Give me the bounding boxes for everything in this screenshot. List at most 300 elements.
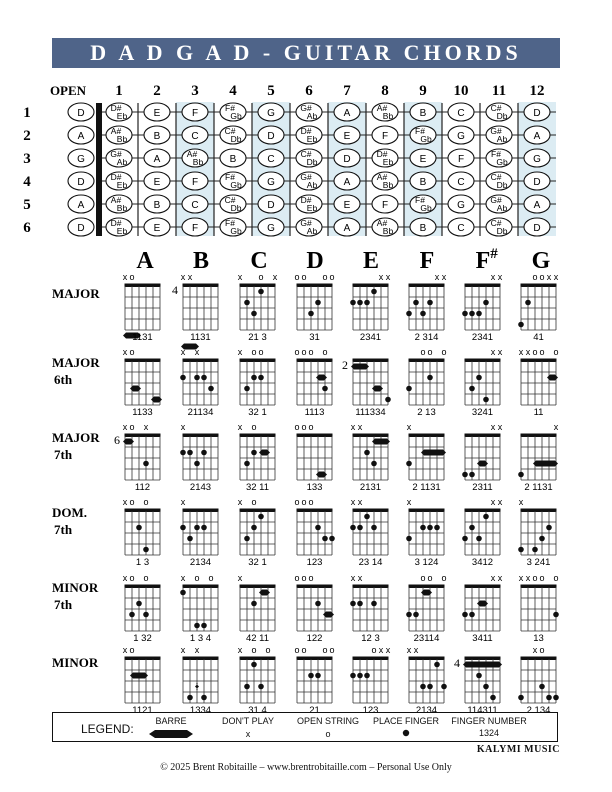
- note-flat: Db: [496, 111, 508, 121]
- note-natural: G: [77, 154, 85, 165]
- string-marker: x: [525, 573, 531, 583]
- finger-dot: [420, 684, 426, 690]
- fret-number: 7: [343, 83, 351, 99]
- string-marker: o: [329, 645, 335, 655]
- chord-F-2: [406, 347, 446, 418]
- finger-dot: [136, 601, 142, 607]
- string-marker: x: [122, 497, 128, 507]
- string-marker: x: [406, 645, 412, 655]
- finger-dot: [251, 662, 257, 668]
- note-flat: Gb: [420, 203, 432, 213]
- finger-dot: [406, 311, 412, 317]
- string-marker: x: [350, 573, 356, 583]
- note-sharp: A#: [376, 218, 388, 228]
- string-marker: o: [329, 272, 335, 282]
- string-marker: o: [532, 347, 538, 357]
- note-natural: A: [343, 223, 351, 234]
- string-marker: x: [497, 422, 503, 432]
- note-sharp: F#: [415, 126, 425, 136]
- finger-dot: [483, 684, 489, 690]
- finger-dot: [187, 695, 193, 701]
- string-marker: o: [208, 573, 214, 583]
- note-natural: G: [533, 154, 541, 165]
- chord-E-1: [350, 272, 391, 343]
- finger-numbers: 31 4: [248, 705, 267, 716]
- note-flat: Bb: [382, 226, 394, 236]
- finger-dot: [476, 311, 482, 317]
- finger-dot: [244, 684, 250, 690]
- legend-dont-play: [215, 716, 281, 739]
- string-marker: x: [180, 422, 186, 432]
- string-marker: o: [539, 272, 545, 282]
- chord-D-1: [294, 272, 334, 343]
- note-flat: Ab: [496, 134, 508, 144]
- string-marker: o: [441, 347, 447, 357]
- string-marker: x: [490, 272, 496, 282]
- finger-dot: [406, 612, 412, 618]
- chord-type-label: MAJOR: [52, 430, 100, 445]
- string-marker: o: [294, 422, 300, 432]
- string-number: 2: [23, 128, 31, 144]
- finger-dot: [406, 536, 412, 542]
- finger-numbers: 21: [309, 705, 320, 716]
- chord-nut: [297, 359, 333, 363]
- note-natural: G: [457, 200, 465, 211]
- legend-finger-example: 1324: [478, 728, 500, 738]
- chord-nut: [297, 657, 333, 661]
- finger-numbers: 21134: [187, 407, 214, 418]
- chord-B-3: [180, 422, 218, 493]
- finger-dot: [180, 450, 186, 456]
- chord-G-4: [518, 497, 556, 568]
- chord-nut: [183, 585, 219, 589]
- note-sharp: D#: [110, 218, 122, 228]
- chord-nut: [521, 657, 557, 661]
- string-marker: x: [518, 347, 524, 357]
- note-sharp: C#: [490, 218, 502, 228]
- finger-dot: [187, 536, 193, 542]
- string-marker: x: [413, 645, 419, 655]
- finger-dot: [244, 300, 250, 306]
- note-flat: Ab: [496, 203, 508, 213]
- root-F: F: [419, 248, 435, 274]
- finger-numbers: 1 3: [135, 557, 150, 568]
- chord-nut: [240, 657, 276, 661]
- finger-numbers: 1131: [190, 332, 211, 343]
- note-natural: B: [229, 154, 237, 165]
- string-marker: o: [129, 573, 135, 583]
- finger-dot: [322, 536, 328, 542]
- finger-numbers: 3411: [472, 633, 493, 644]
- fret-number: 12: [529, 83, 545, 99]
- note-natural: A: [343, 177, 351, 188]
- note-flat: Bb: [382, 111, 394, 121]
- chord-nut: [240, 284, 276, 288]
- string-marker: x: [187, 272, 193, 282]
- finger-dot: [469, 311, 475, 317]
- chord-F-3: [406, 422, 446, 493]
- legend-place-finger-label: PLACE FINGER: [372, 716, 439, 726]
- string-marker: o: [420, 347, 426, 357]
- chord-B-2: [180, 347, 218, 418]
- finger-dot: [315, 300, 321, 306]
- string-marker: x: [385, 272, 391, 282]
- chord-G-6: [518, 645, 559, 716]
- chord-nut: [465, 359, 501, 363]
- finger-numbers: 42 11: [245, 633, 270, 644]
- chord-type-label-2: 7th: [54, 597, 73, 612]
- chord-nut: [297, 284, 333, 288]
- string-marker: o: [441, 573, 447, 583]
- string-marker: x: [122, 272, 128, 282]
- legend-barre: [141, 716, 201, 742]
- finger-dot: [357, 300, 363, 306]
- note-flat: Ab: [306, 111, 318, 121]
- note-flat: Eb: [116, 226, 128, 236]
- finger-numbers: 2 13: [417, 407, 436, 418]
- chord-type-label-2: 7th: [54, 447, 73, 462]
- chord-nut: [125, 284, 161, 288]
- note-natural: F: [381, 131, 389, 142]
- chord-A-1: [123, 272, 161, 343]
- chord-type-label: MINOR: [52, 580, 99, 595]
- legend-finger-number: [449, 716, 529, 738]
- finger-dot: [462, 536, 468, 542]
- chord-F-5: [406, 573, 446, 644]
- chord-F#-3: [462, 422, 503, 493]
- chord-C-1: [238, 272, 278, 343]
- string-number: 3: [23, 151, 31, 167]
- finger-dot: [490, 695, 496, 701]
- string-marker: x: [441, 272, 447, 282]
- finger-numbers: 123: [306, 557, 323, 568]
- barre-icon: [141, 726, 201, 740]
- finger-dot: [371, 461, 377, 467]
- page-title: D A D G A D - GUITAR CHORDS: [52, 38, 560, 68]
- chord-G-5: [519, 573, 559, 644]
- string-marker: o: [553, 347, 559, 357]
- finger-numbers: 133: [306, 482, 323, 493]
- finger-numbers: 3 124: [414, 557, 439, 568]
- root-C: C: [250, 248, 268, 274]
- chord-A-4: [123, 497, 161, 568]
- finger-dot: [194, 375, 200, 381]
- string-marker: o: [129, 347, 135, 357]
- legend-open-string-label: OPEN STRING: [296, 716, 359, 726]
- note-flat: Eb: [306, 134, 318, 144]
- finger-dot: [406, 386, 412, 392]
- string-number: 4: [23, 174, 31, 190]
- root-D: D: [306, 248, 324, 274]
- finger-numbers: 122: [306, 633, 323, 644]
- chord-D-2: [294, 347, 332, 418]
- note-natural: E: [343, 131, 351, 142]
- note-natural: F: [457, 154, 465, 165]
- string-marker: x: [180, 497, 186, 507]
- finger-dot: [194, 461, 200, 467]
- string-marker: o: [301, 422, 307, 432]
- finger-dot: [483, 514, 489, 520]
- finger-numbers: 2 1131: [412, 482, 441, 493]
- note-sharp: G#: [300, 172, 312, 182]
- string-marker: x: [385, 645, 391, 655]
- finger-numbers: 12 3: [361, 633, 380, 644]
- finger-dot: [420, 525, 426, 531]
- fret-number: 10: [453, 83, 469, 99]
- finger-dot: [308, 311, 314, 317]
- finger-dot: [434, 525, 440, 531]
- string-marker: x: [518, 497, 524, 507]
- string-marker: x: [350, 497, 356, 507]
- finger-dot: [427, 375, 433, 381]
- finger-dot: [469, 525, 475, 531]
- finger-dot: [244, 536, 250, 542]
- legend-box: [52, 712, 558, 742]
- root-B: B: [192, 248, 210, 274]
- fret-number: 8: [381, 83, 389, 99]
- chord-nut: [240, 509, 276, 513]
- chord-G-2: [519, 347, 559, 418]
- finger-dot: [364, 300, 370, 306]
- finger-dot: [329, 536, 335, 542]
- note-sharp: C#: [490, 172, 502, 182]
- string-marker: x: [553, 422, 559, 432]
- note-sharp: G#: [300, 103, 312, 113]
- chord-nut: [125, 434, 161, 438]
- finger-dot: [201, 375, 207, 381]
- fret-number: 9: [419, 83, 427, 99]
- finger-dot: [462, 472, 468, 478]
- finger-numbers: 2341: [359, 332, 382, 343]
- note-sharp: D#: [110, 172, 122, 182]
- chord-nut: [353, 434, 389, 438]
- note-natural: A: [153, 154, 161, 165]
- string-marker: o: [251, 497, 257, 507]
- finger-dot: [194, 623, 200, 629]
- finger-dot: [364, 673, 370, 679]
- string-marker: o: [129, 497, 135, 507]
- note-sharp: A#: [110, 126, 122, 136]
- string-marker: x: [194, 645, 200, 655]
- string-marker: x: [122, 347, 128, 357]
- string-marker: o: [251, 422, 257, 432]
- barre-mark: [463, 662, 502, 668]
- chord-B-6: [181, 645, 219, 716]
- note-sharp: D#: [376, 149, 388, 159]
- string-marker: x: [180, 645, 186, 655]
- note-flat: Ab: [116, 157, 128, 167]
- chord-C-3: [238, 422, 276, 493]
- chord-nut: [297, 509, 333, 513]
- string-marker: o: [301, 497, 307, 507]
- string-marker: o: [294, 573, 300, 583]
- string-marker: x: [237, 347, 243, 357]
- string-marker: o: [294, 272, 300, 282]
- finger-dot: [180, 375, 186, 381]
- note-natural: A: [77, 200, 85, 211]
- finger-dot: [129, 612, 135, 618]
- root-G: G: [531, 248, 551, 274]
- finger-dot: [350, 525, 356, 531]
- finger-numbers: 1113: [304, 407, 325, 418]
- finger-dot: [251, 601, 257, 607]
- finger-dot: [385, 397, 391, 403]
- string-marker: o: [301, 272, 307, 282]
- fret-number: 4: [229, 83, 237, 99]
- finger-dot: [251, 311, 257, 317]
- finger-dot: [462, 612, 468, 618]
- finger-dot: [244, 386, 250, 392]
- note-natural: B: [153, 200, 161, 211]
- chord-nut: [465, 284, 501, 288]
- chord-type-label: MAJOR: [52, 355, 100, 370]
- start-fret: 2: [342, 358, 348, 372]
- finger-numbers: 3 241: [526, 557, 551, 568]
- string-marker: o: [427, 573, 433, 583]
- chord-nut: [521, 359, 557, 363]
- chord-F#-4: [462, 497, 503, 568]
- string-marker: o: [539, 347, 545, 357]
- string-marker: o: [308, 573, 314, 583]
- finger-numbers: 1 32: [133, 633, 152, 644]
- finger-dot: [357, 673, 363, 679]
- finger-numbers: 11: [533, 407, 544, 418]
- note-sharp: C#: [490, 103, 502, 113]
- string-marker: x: [553, 272, 559, 282]
- legend-finger-number-label: FINGER NUMBER: [451, 716, 527, 726]
- chord-nut: [240, 585, 276, 589]
- finger-dot: [208, 386, 214, 392]
- string-marker: x: [143, 422, 149, 432]
- finger-dot: [251, 525, 257, 531]
- note-flat: Bb: [116, 203, 128, 213]
- finger-dot: [483, 300, 489, 306]
- string-marker: x: [180, 272, 186, 282]
- finger-dot: [469, 612, 475, 618]
- note-sharp: F#: [225, 103, 235, 113]
- finger-dot: [364, 450, 370, 456]
- finger-dot: [308, 673, 314, 679]
- finger-dot: [350, 601, 356, 607]
- string-marker: x: [180, 573, 186, 583]
- note-natural: G: [457, 131, 465, 142]
- finger-dot: [371, 601, 377, 607]
- note-sharp: G#: [490, 126, 502, 136]
- finger-numbers: 2311: [472, 482, 493, 493]
- string-marker: x: [406, 497, 412, 507]
- chord-F#-5: [462, 573, 503, 644]
- string-marker: x: [357, 422, 363, 432]
- string-marker: o: [301, 573, 307, 583]
- chord-G-3: [518, 422, 559, 493]
- finger-dot: [251, 375, 257, 381]
- finger-dot: [244, 461, 250, 467]
- chord-nut: [125, 657, 161, 661]
- finger-numbers: 3412: [471, 557, 494, 568]
- string-marker: x: [497, 347, 503, 357]
- note-flat: Gb: [230, 226, 242, 236]
- finger-numbers: 2134: [189, 557, 212, 568]
- chord-nut: [183, 509, 219, 513]
- finger-numbers: 112: [134, 482, 151, 493]
- brand-name: KALYMI MUSIC: [476, 744, 560, 755]
- barre-mark: [533, 461, 558, 467]
- note-natural: B: [153, 131, 161, 142]
- finger-dot: [357, 525, 363, 531]
- string-marker: x: [350, 422, 356, 432]
- note-flat: Db: [230, 134, 242, 144]
- string-marker: o: [322, 272, 328, 282]
- note-sharp: F#: [491, 149, 501, 159]
- barre-mark: [421, 450, 446, 456]
- note-natural: A: [533, 200, 541, 211]
- chord-E-2: [342, 358, 391, 418]
- finger-numbers: 32 1: [248, 407, 267, 418]
- finger-numbers: 21 3: [248, 332, 267, 343]
- finger-numbers: 23 14: [358, 557, 383, 568]
- string-marker: o: [251, 645, 257, 655]
- finger-dot: [143, 547, 149, 553]
- fret-number: 1: [115, 83, 123, 99]
- finger-dot: [413, 300, 419, 306]
- string-marker: x: [518, 573, 524, 583]
- finger-numbers: 2131: [359, 482, 382, 493]
- finger-numbers: 1131: [132, 332, 153, 343]
- chord-nut: [409, 657, 445, 661]
- finger-dot: [420, 311, 426, 317]
- string-marker: o: [294, 347, 300, 357]
- finger-numbers: 2 314: [414, 332, 439, 343]
- string-marker: x: [406, 422, 412, 432]
- string-marker: x: [122, 573, 128, 583]
- chord-nut: [409, 284, 445, 288]
- string-marker: x: [122, 422, 128, 432]
- start-fret: 6: [114, 433, 120, 447]
- note-sharp: C#: [224, 195, 236, 205]
- start-fret: 4: [172, 283, 178, 297]
- finger-numbers: 2 134: [526, 705, 551, 716]
- string-marker: o: [194, 573, 200, 583]
- note-flat: Eb: [116, 111, 128, 121]
- string-marker: x: [490, 573, 496, 583]
- chord-A-2: [123, 347, 162, 418]
- string-marker: o: [129, 645, 135, 655]
- string-marker: x: [490, 347, 496, 357]
- finger-dot: [258, 684, 264, 690]
- chord-C-6: [238, 645, 276, 716]
- note-flat: Ab: [306, 180, 318, 190]
- finger-numbers: 31: [309, 332, 320, 343]
- finger-dot: [525, 300, 531, 306]
- string-marker: x: [194, 347, 200, 357]
- finger-numbers: 1 3 4: [189, 633, 212, 644]
- chord-C-5: [238, 573, 276, 644]
- legend-place-finger: [371, 716, 441, 740]
- chord-E-3: [351, 422, 390, 493]
- string-marker: o: [308, 497, 314, 507]
- chord-nut: [409, 585, 445, 589]
- note-natural: E: [153, 177, 161, 188]
- note-flat: Db: [496, 180, 508, 190]
- chord-nut: [240, 359, 276, 363]
- finger-dot: [518, 547, 524, 553]
- note-natural: D: [533, 223, 541, 234]
- note-sharp: D#: [300, 126, 312, 136]
- chord-nut: [297, 434, 333, 438]
- chord-C-2: [238, 347, 276, 418]
- string-marker: o: [308, 422, 314, 432]
- chord-B-4: [180, 497, 218, 568]
